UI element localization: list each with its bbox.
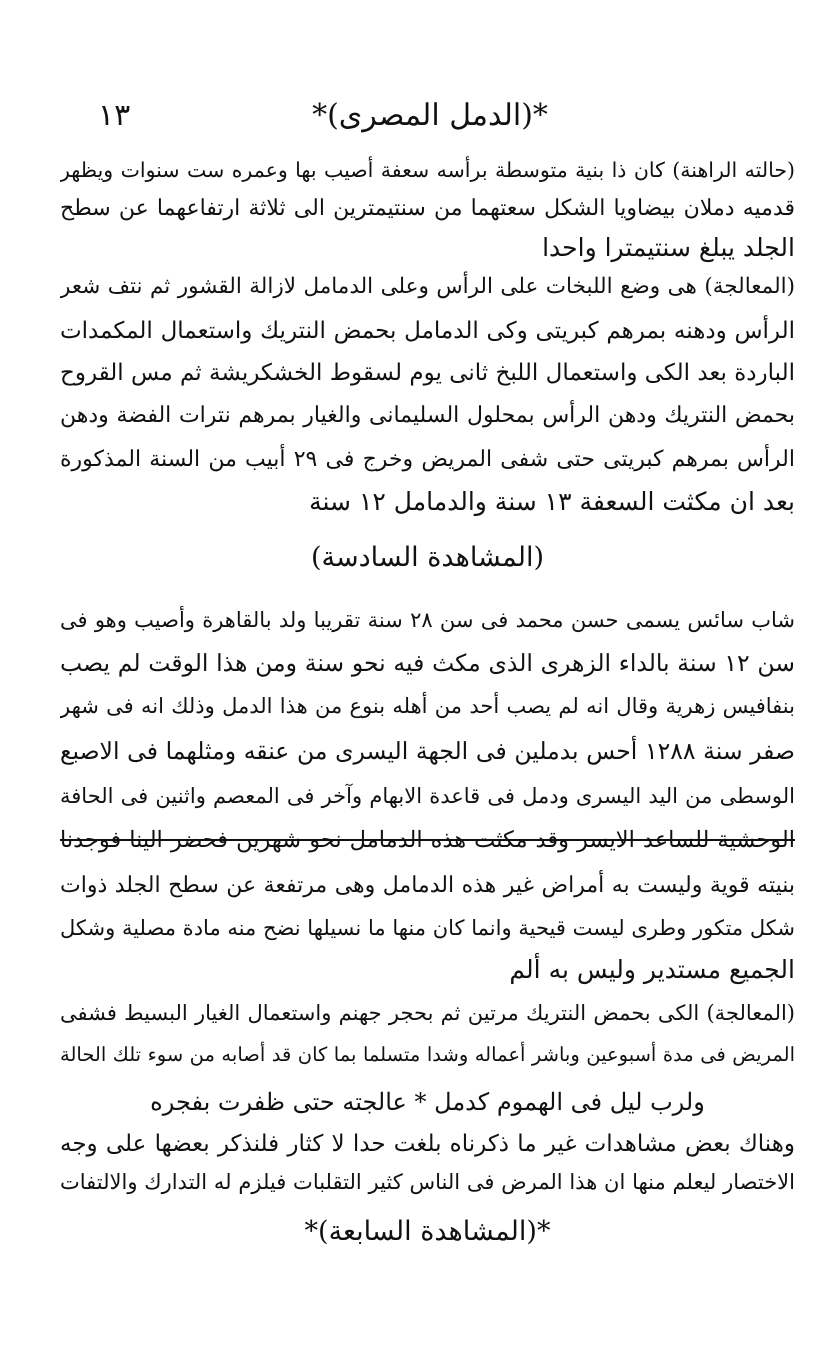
text-line: الباردة بعد الكى واستعمال اللبخ ثانى يوم لسقوط الخشكريشة ثم مس القروح [60,360,795,386]
text-line: شاب سائس يسمى حسن محمد فى سن ٢٨ سنة تقريبا ولد بالقاهرة وأصيب وهو فى [60,608,795,632]
text-line: وهناك بعض مشاهدات غير ما ذكرناه بلغت حدا لا كثار فلنذكر بعضها على وجه [60,1131,795,1157]
text-line: بعد ان مكثت السعفة ١٣ سنة والدمامل ١٢ سنة [309,487,795,516]
running-head: *(الدمل المصرى)* [312,98,548,133]
text-line: (المعالجة) هى وضع اللبخات على الرأس وعلى الدمامل لازالة القشور ثم نتف شعر [60,274,795,299]
text-line: الوسطى من اليد اليسرى ودمل فى قاعدة الابهام وآخر فى المعصم واثنين فى الحافة [60,784,795,808]
text-line: (المعالجة) الكى بحمض النتريك مرتين ثم بحجر جهنم واستعمال الغيار البسيط فشفى [60,1001,795,1025]
text-line: الجلد يبلغ سنتيمترا واحدا [542,233,795,262]
text-line: شكل متكور وطرى ليست قيحية وانما كان منها ما نسيلها نضح منه مادة مصلية وشكل [60,916,795,940]
text-line: الوحشية للساعد الايسر وقد مكثت هذه الدمامل نحو شهرين فحضر الينا فوجدنا [60,827,795,853]
text-line: (حالته الراهنة) كان ذا بنية متوسطة برأسه سعفة أصيب بها وعمره ست سنوات ويظهر [60,158,795,182]
page-header [90,92,770,142]
text-line: بحمض النتريك ودهن الرأس بمحلول السليمانى والغيار بمرهم نترات الفضة ودهن [60,403,795,428]
text-line: سن ١٢ سنة بالداء الزهرى الذى مكث فيه نحو سنة ومن هذا الوقت لم يصب [60,649,795,677]
text-line: الرأس ودهنه بمرهم كبريتى وكى الدمامل بحمض النتريك واستعمال المكمدات [60,318,795,344]
text-line: المريض فى مدة أسبوعين وباشر أعماله وشدا متسلما بما كان قد أصابه من سوء تلك الحالة [60,1043,795,1066]
text-line: صفر سنة ١٢٨٨ أحس بدملين فى الجهة اليسرى من عنقه ومثلهما فى الاصبع [60,737,795,765]
text-line: الرأس بمرهم كبريتى حتى شفى المريض وخرج فى ٢٩ أبيب من السنة المذكورة [60,447,795,472]
text-line: الاختصار ليعلم منها ان هذا المرض فى الناس كثير التقلبات فيلزم له التدارك والالتفات [60,1170,795,1194]
text-line: بنيته قوية وليست به أمراض غير هذه الدمامل وهى مرتفعة عن سطح الجلد ذوات [60,873,795,898]
text-line: الجميع مستدير وليس به ألم [509,955,795,984]
section-heading: (المشاهدة السادسة) [310,542,545,573]
page-number: ١٣ [98,98,131,133]
text-line: قدميه دملان بيضاويا الشكل سعتهما من سنتيمترين الى ثلاثة ارتفاعهما عن سطح [60,196,795,221]
section-heading: *(المشاهدة السابعة)* [304,1216,551,1247]
verse-line: ولرب ليل فى الهموم كدمل * عالجته حتى ظفرت بفجره [150,1088,705,1116]
text-line: بنفافيس زهرية وقال انه لم يصب أحد من أهله بنوع من هذا الدمل وذلك انه فى شهر [60,694,795,718]
